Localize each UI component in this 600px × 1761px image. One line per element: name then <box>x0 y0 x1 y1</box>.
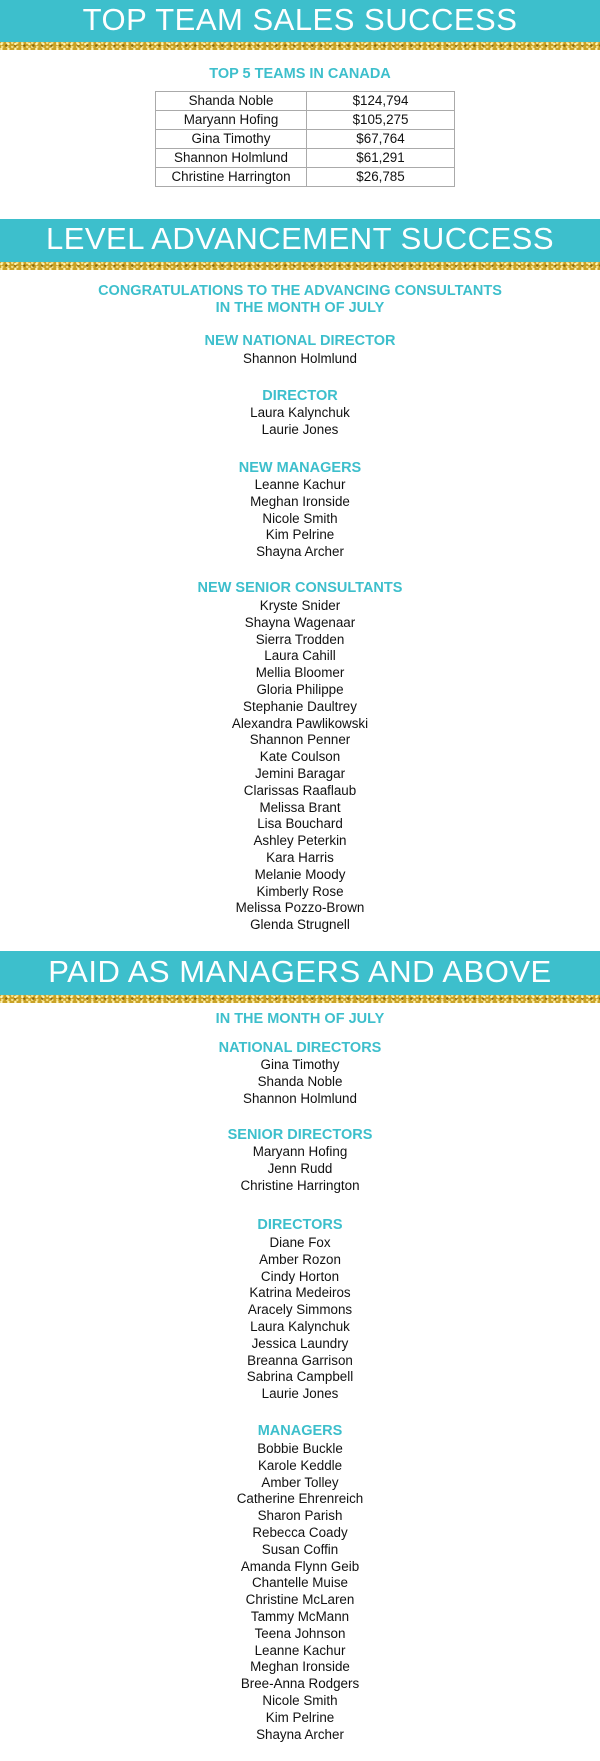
list-item: Ashley Peterkin <box>253 833 347 849</box>
list-item: Amber Rozon <box>259 1251 341 1267</box>
list-item: Christine Harrington <box>240 1177 360 1193</box>
list-item: Alexandra Pawlikowski <box>231 715 369 731</box>
list-item: Mellia Bloomer <box>255 665 345 681</box>
list-item: Nicole Smith <box>262 1692 338 1708</box>
list-item: Meghan Ironside <box>250 1659 350 1675</box>
list-item: Cindy Horton <box>260 1268 340 1284</box>
list-item: Rebecca Coady <box>252 1524 348 1540</box>
list-item: Shayna Archer <box>256 544 344 560</box>
list-item: Glenda Strugnell <box>250 917 350 933</box>
list-item: Laurie Jones <box>261 421 339 437</box>
list-item: Christine McLaren <box>245 1592 355 1608</box>
list-item: Diane Fox <box>269 1235 331 1250</box>
list-item: Melissa Pozzo-Brown <box>235 900 365 916</box>
name-list <box>0 598 600 934</box>
congrats-line-2: IN THE MONTH OF JULY <box>215 300 385 316</box>
name-list <box>0 405 600 439</box>
list-item: Kim Pelrine <box>265 527 335 543</box>
list-item: Gina Timothy <box>260 1057 340 1072</box>
list-item: Susan Coffin <box>261 1541 339 1557</box>
group-title: SENIOR DIRECTORS <box>227 1127 373 1143</box>
list-item: Jenn Rudd <box>267 1160 333 1176</box>
list-item: Chantelle Muise <box>251 1575 349 1591</box>
team-amount: $67,764 <box>307 130 455 149</box>
list-item: Leanne Kachur <box>254 477 346 492</box>
list-item: Kryste Snider <box>259 598 341 613</box>
list-item: Melanie Moody <box>254 866 346 882</box>
list-item: Amanda Flynn Geib <box>240 1558 360 1574</box>
list-item: Stephanie Daultrey <box>243 698 357 714</box>
glitter-strip <box>0 262 600 270</box>
list-item: Laura Kalynchuk <box>250 1318 350 1334</box>
glitter-strip <box>0 995 600 1003</box>
name-list <box>0 477 600 561</box>
list-item: Bobbie Buckle <box>257 1441 343 1456</box>
list-item: Sierra Trodden <box>255 631 345 647</box>
list-item: Shayna Wagenaar <box>244 614 356 630</box>
list-item: Maryann Hofing <box>252 1144 348 1159</box>
list-item: Shayna Archer <box>256 1726 344 1742</box>
group-title: DIRECTORS <box>257 1217 343 1233</box>
congrats-line-1: CONGRATULATIONS TO THE ADVANCING CONSULTANTS <box>98 283 502 299</box>
list-item: Nicole Smith <box>262 510 338 526</box>
banner-top-team <box>0 0 600 50</box>
banner-level-advancement <box>0 219 600 270</box>
list-item: Meghan Ironside <box>250 493 350 509</box>
banner-paid-as <box>0 951 600 1003</box>
list-item: Laura Kalynchuk <box>250 405 350 420</box>
table-row <box>156 111 455 130</box>
list-item: Katrina Medeiros <box>249 1285 351 1301</box>
top5-table <box>155 91 455 187</box>
paid-intro: IN THE MONTH OF JULY <box>215 1011 385 1027</box>
list-item: Karole Keddle <box>257 1457 343 1473</box>
name-list <box>0 1057 600 1107</box>
name-list <box>0 351 600 368</box>
list-item: Shanda Noble <box>257 1073 343 1089</box>
group-title: NEW NATIONAL DIRECTOR <box>204 333 396 349</box>
list-item: Laurie Jones <box>261 1386 339 1402</box>
list-item: Amber Tolley <box>261 1474 339 1490</box>
group-title: NEW MANAGERS <box>238 460 362 476</box>
group-title: DIRECTOR <box>262 388 338 404</box>
list-item: Tammy McMann <box>250 1608 350 1624</box>
name-list <box>0 1235 600 1403</box>
glitter-strip <box>0 42 600 50</box>
list-item: Bree-Anna Rodgers <box>240 1676 360 1692</box>
list-item: Jemini Baragar <box>254 765 346 781</box>
name-list <box>0 1441 600 1743</box>
team-name: Shanda Noble <box>156 92 307 111</box>
top5-heading: TOP 5 TEAMS IN CANADA <box>209 66 391 82</box>
name-list <box>0 1144 600 1194</box>
list-item: Kate Coulson <box>259 749 341 765</box>
list-item: Teena Johnson <box>254 1625 346 1641</box>
list-item: Shannon Holmlund <box>243 1090 357 1106</box>
list-item: Aracely Simmons <box>247 1302 353 1318</box>
list-item: Clarissas Raaflaub <box>243 782 357 798</box>
team-amount: $61,291 <box>307 149 455 168</box>
list-item: Lisa Bouchard <box>257 816 343 832</box>
list-item: Laura Cahill <box>264 648 336 664</box>
list-item: Kim Pelrine <box>265 1709 335 1725</box>
team-name: Maryann Hofing <box>156 111 307 130</box>
list-item: Jessica Laundry <box>251 1335 349 1351</box>
table-row <box>156 149 455 168</box>
team-amount: $124,794 <box>307 92 455 111</box>
list-item: Catherine Ehrenreich <box>236 1491 364 1507</box>
list-item: Sabrina Campbell <box>246 1369 354 1385</box>
table-row <box>156 130 455 149</box>
group-title: NEW SENIOR CONSULTANTS <box>197 580 403 596</box>
list-item: Breanna Garrison <box>247 1352 353 1368</box>
list-item: Sharon Parish <box>257 1508 343 1524</box>
group-title: MANAGERS <box>257 1423 343 1439</box>
list-item: Gloria Philippe <box>256 681 344 697</box>
banner-title: LEVEL ADVANCEMENT SUCCESS <box>45 221 555 256</box>
list-item: Leanne Kachur <box>254 1642 346 1658</box>
list-item: Shannon Holmlund <box>243 351 357 366</box>
group-title: NATIONAL DIRECTORS <box>218 1040 382 1056</box>
team-name: Gina Timothy <box>156 130 307 149</box>
list-item: Kimberly Rose <box>256 883 344 899</box>
team-amount: $26,785 <box>307 168 455 187</box>
team-amount: $105,275 <box>307 111 455 130</box>
banner-title: PAID AS MANAGERS AND ABOVE <box>48 954 552 989</box>
team-name: Shannon Holmlund <box>156 149 307 168</box>
list-item: Shannon Penner <box>249 732 351 748</box>
banner-title: TOP TEAM SALES SUCCESS <box>82 2 518 37</box>
table-row <box>156 168 455 187</box>
list-item: Melissa Brant <box>259 799 341 815</box>
list-item: Kara Harris <box>266 849 334 865</box>
table-row <box>156 92 455 111</box>
team-name: Christine Harrington <box>156 168 307 187</box>
